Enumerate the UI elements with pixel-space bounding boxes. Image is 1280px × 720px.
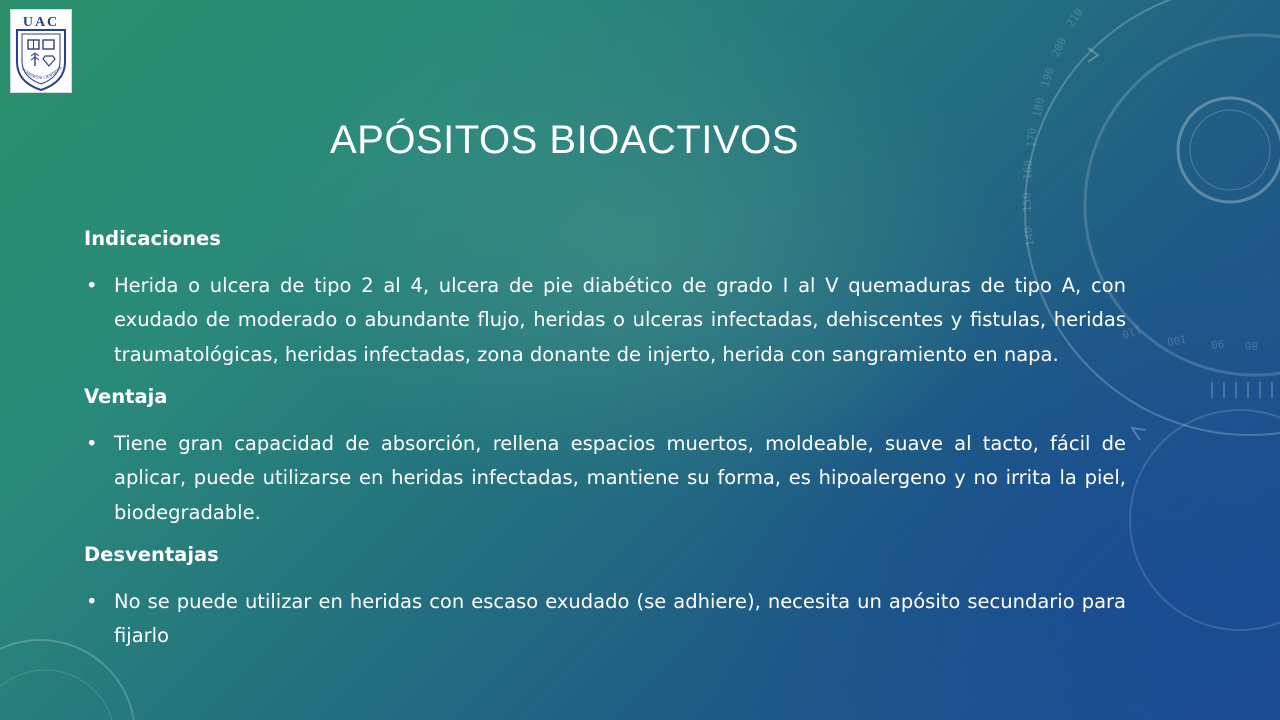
section-heading: Ventaja bbox=[84, 385, 168, 408]
dial-number: 190 bbox=[1038, 66, 1057, 89]
dial-number: 150 bbox=[1020, 192, 1034, 213]
slide-title: APÓSITOS BIOACTIVOS bbox=[330, 118, 799, 162]
dial-number: 170 bbox=[1024, 127, 1040, 149]
section-heading: Indicaciones bbox=[84, 227, 221, 250]
logo-motto: HUMANISTA CIENTIFICA bbox=[20, 64, 64, 81]
section-ventaja bbox=[84, 380, 1126, 530]
dial-number: 200 bbox=[1048, 35, 1070, 60]
section-desventajas bbox=[84, 538, 1126, 654]
dial-number: 100 bbox=[1165, 332, 1188, 349]
logo-text: UAC bbox=[22, 15, 60, 30]
dial-number: 210 bbox=[1063, 5, 1086, 30]
dial-number: 140 bbox=[1021, 225, 1037, 248]
bullet-item: • No se puede utilizar en heridas con escaso exudado (se adhiere), necesita un apósito secundario para fijarlo bbox=[84, 585, 1126, 654]
dial-number: 110 bbox=[1120, 322, 1144, 342]
bullet-item: • Herida o ulcera de tipo 2 al 4, ulcera de pie diabético de grado I al V quemaduras de tipo A, con exudado de moderado o abundante flujo, heridas o ulceras infectadas, dehiscentes y fistulas, heridas traumatológicas, heridas infectadas, zona donante de injerto, herida con sangramiento en napa. bbox=[84, 269, 1126, 373]
dial-number: 90 bbox=[1210, 337, 1225, 351]
dial-number: 160 bbox=[1021, 159, 1035, 181]
university-logo bbox=[10, 9, 72, 93]
dial-number: 180 bbox=[1030, 96, 1048, 119]
dial-number: 80 bbox=[1244, 339, 1258, 352]
section-heading: Desventajas bbox=[84, 543, 219, 566]
section-indicaciones bbox=[84, 222, 1126, 372]
slide-content bbox=[84, 222, 1126, 662]
bullet-item: • Tiene gran capacidad de absorción, rellena espacios muertos, moldeable, suave al tacto, fácil de aplicar, puede utilizarse en heridas infectadas, mantiene su forma, es hipoalergeno y no irrita la piel, biodegradable. bbox=[84, 427, 1126, 531]
